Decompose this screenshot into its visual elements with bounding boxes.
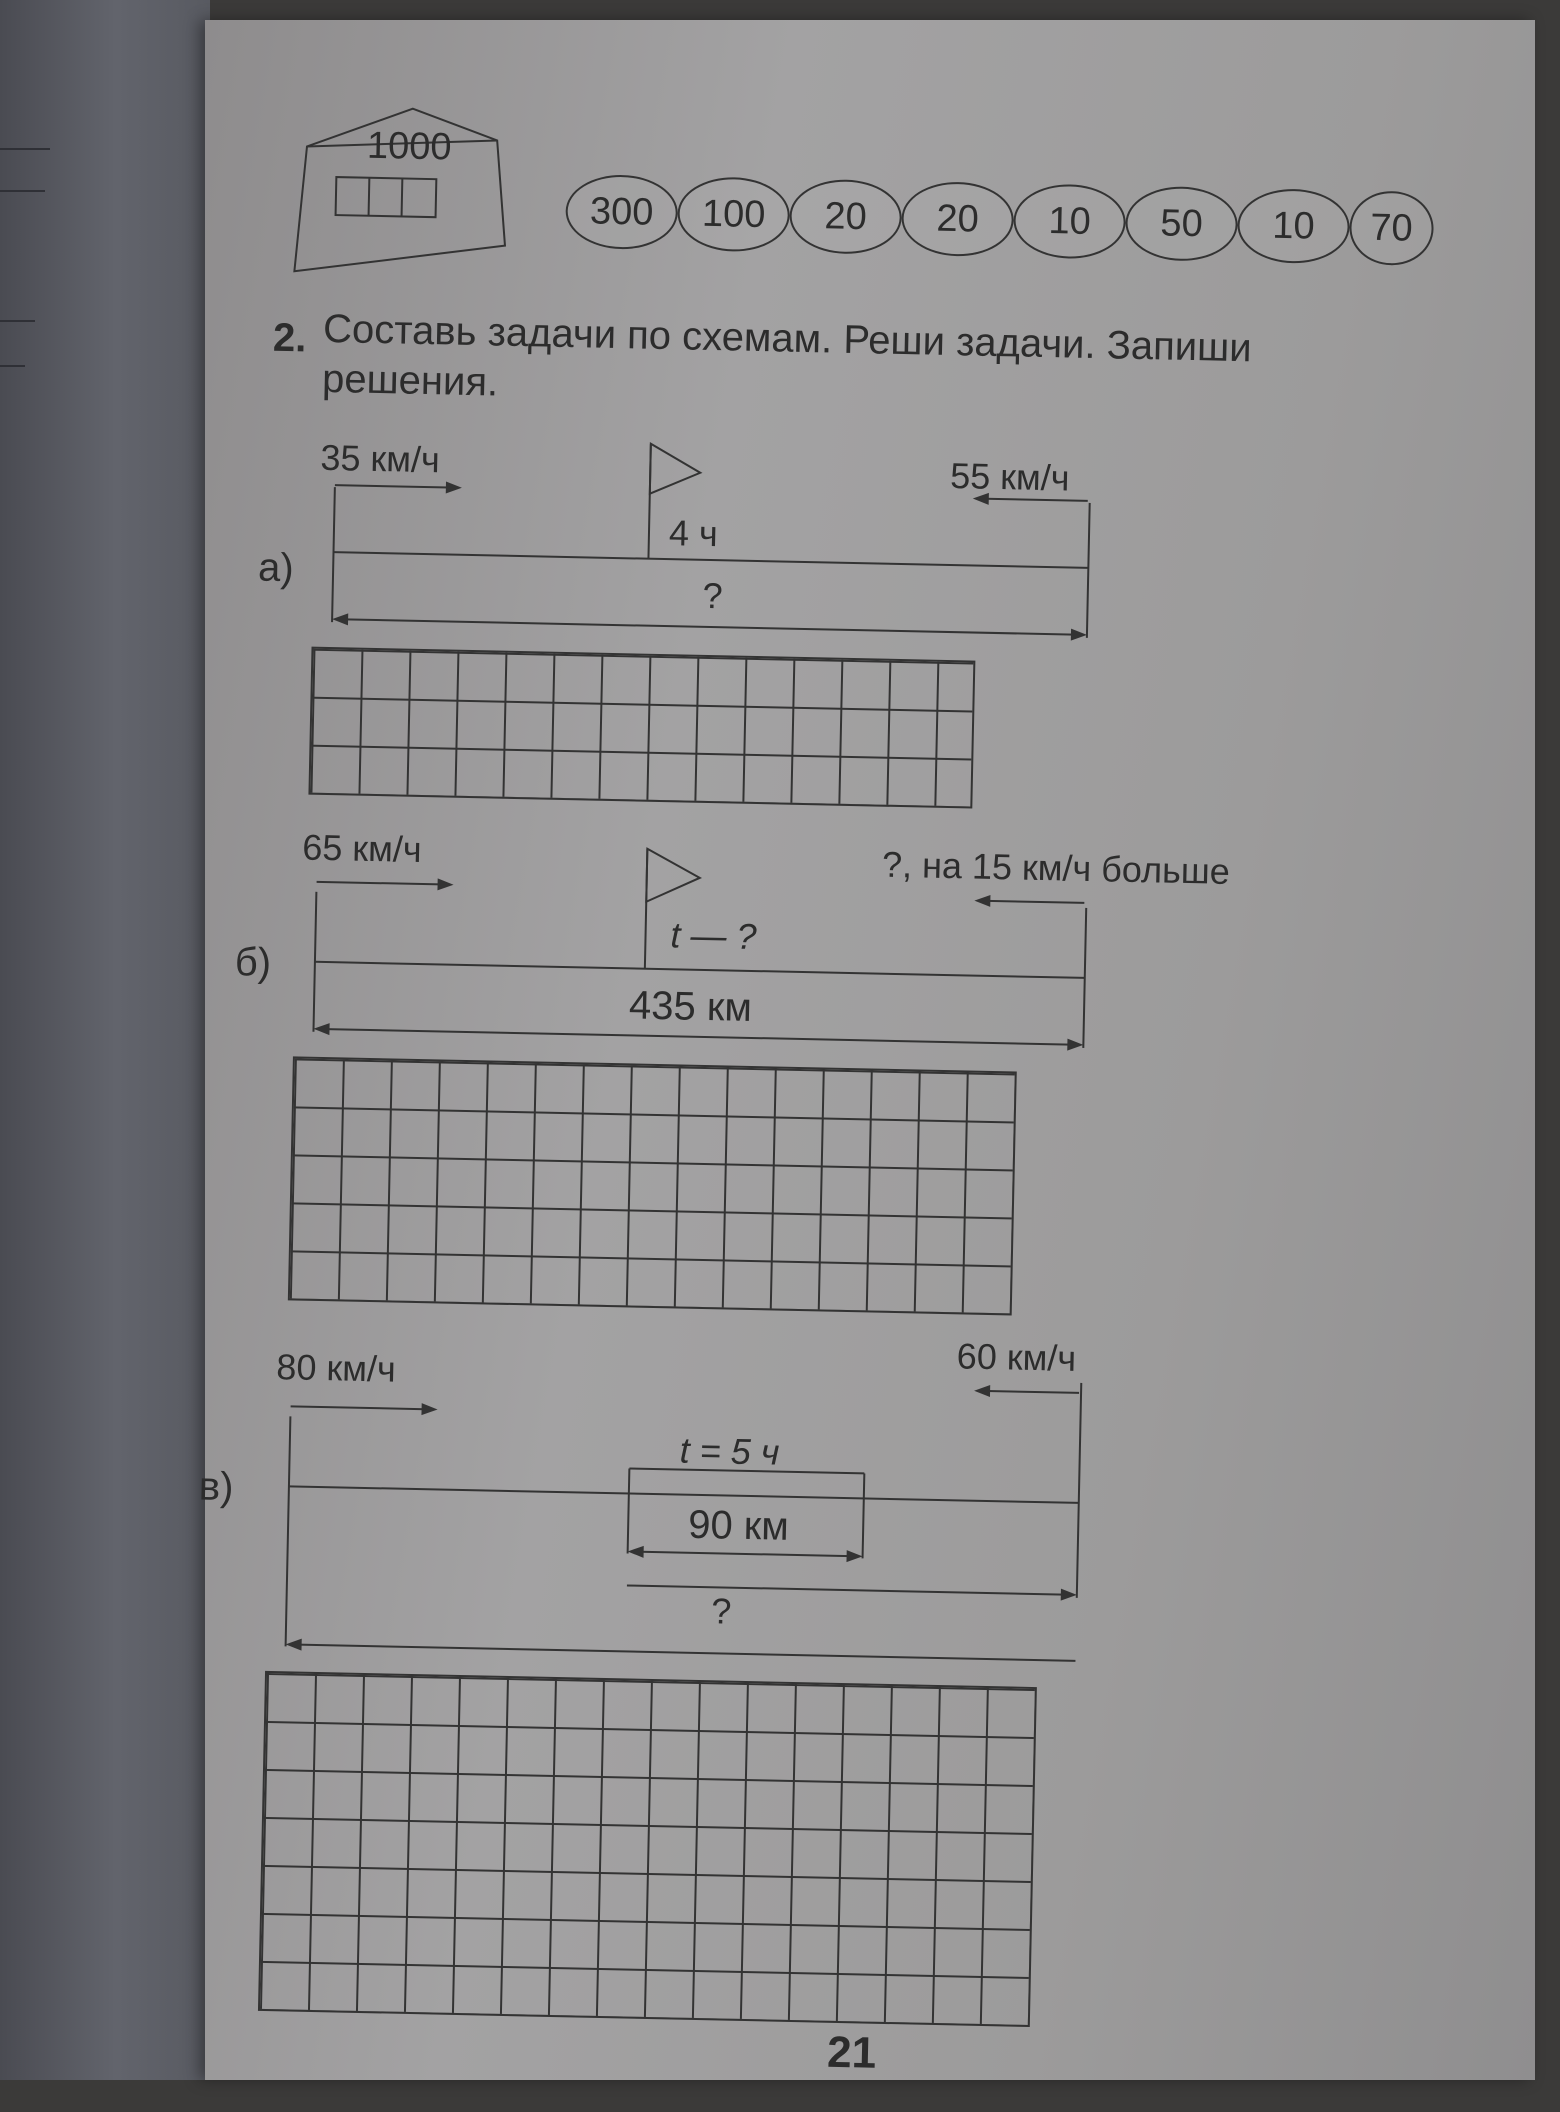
coin: 20 xyxy=(901,181,1015,257)
scheme-a-distance: ? xyxy=(702,574,724,617)
task-text-line2: решения. xyxy=(321,356,499,405)
scheme-b-speed-left: 65 км/ч xyxy=(301,826,423,871)
scheme-b-time: t — ? xyxy=(670,914,758,958)
task-text-line1: Составь задачи по схемам. Реши задачи. Запиши xyxy=(322,306,1253,371)
coin: 300 xyxy=(565,174,679,250)
scheme-a-speed-left: 35 км/ч xyxy=(320,436,441,481)
coin: 50 xyxy=(1125,186,1239,262)
scheme-b-speed-right: ?, на 15 км/ч больше xyxy=(881,843,1231,892)
coin: 20 xyxy=(789,179,903,255)
scheme-c-gap: 90 км xyxy=(687,1502,790,1549)
coin: 100 xyxy=(677,176,791,252)
scheme-b-label: б) xyxy=(234,940,272,985)
page-number: 21 xyxy=(826,2027,877,2078)
scheme-c-label: в) xyxy=(198,1464,234,1510)
coin: 10 xyxy=(1013,183,1127,259)
scheme-a-speed-right: 55 км/ч xyxy=(949,455,1070,499)
scheme-c-speed-right: 60 км/ч xyxy=(956,1335,1077,1379)
scheme-c-time: t = 5 ч xyxy=(679,1429,780,1473)
house-number: 1000 xyxy=(366,124,452,169)
scheme-c-speed-left: 80 км/ч xyxy=(276,1346,397,1390)
scheme-c-distance: ? xyxy=(710,1590,732,1632)
task-number: 2. xyxy=(272,315,307,361)
scheme-b-distance: 435 км xyxy=(628,983,753,1030)
coin: 10 xyxy=(1237,188,1351,264)
answer-grid-c xyxy=(258,1671,1037,2027)
coin: 70 xyxy=(1349,190,1435,266)
scheme-a-time: 4 ч xyxy=(668,512,719,555)
scheme-a-label: а) xyxy=(257,545,295,591)
